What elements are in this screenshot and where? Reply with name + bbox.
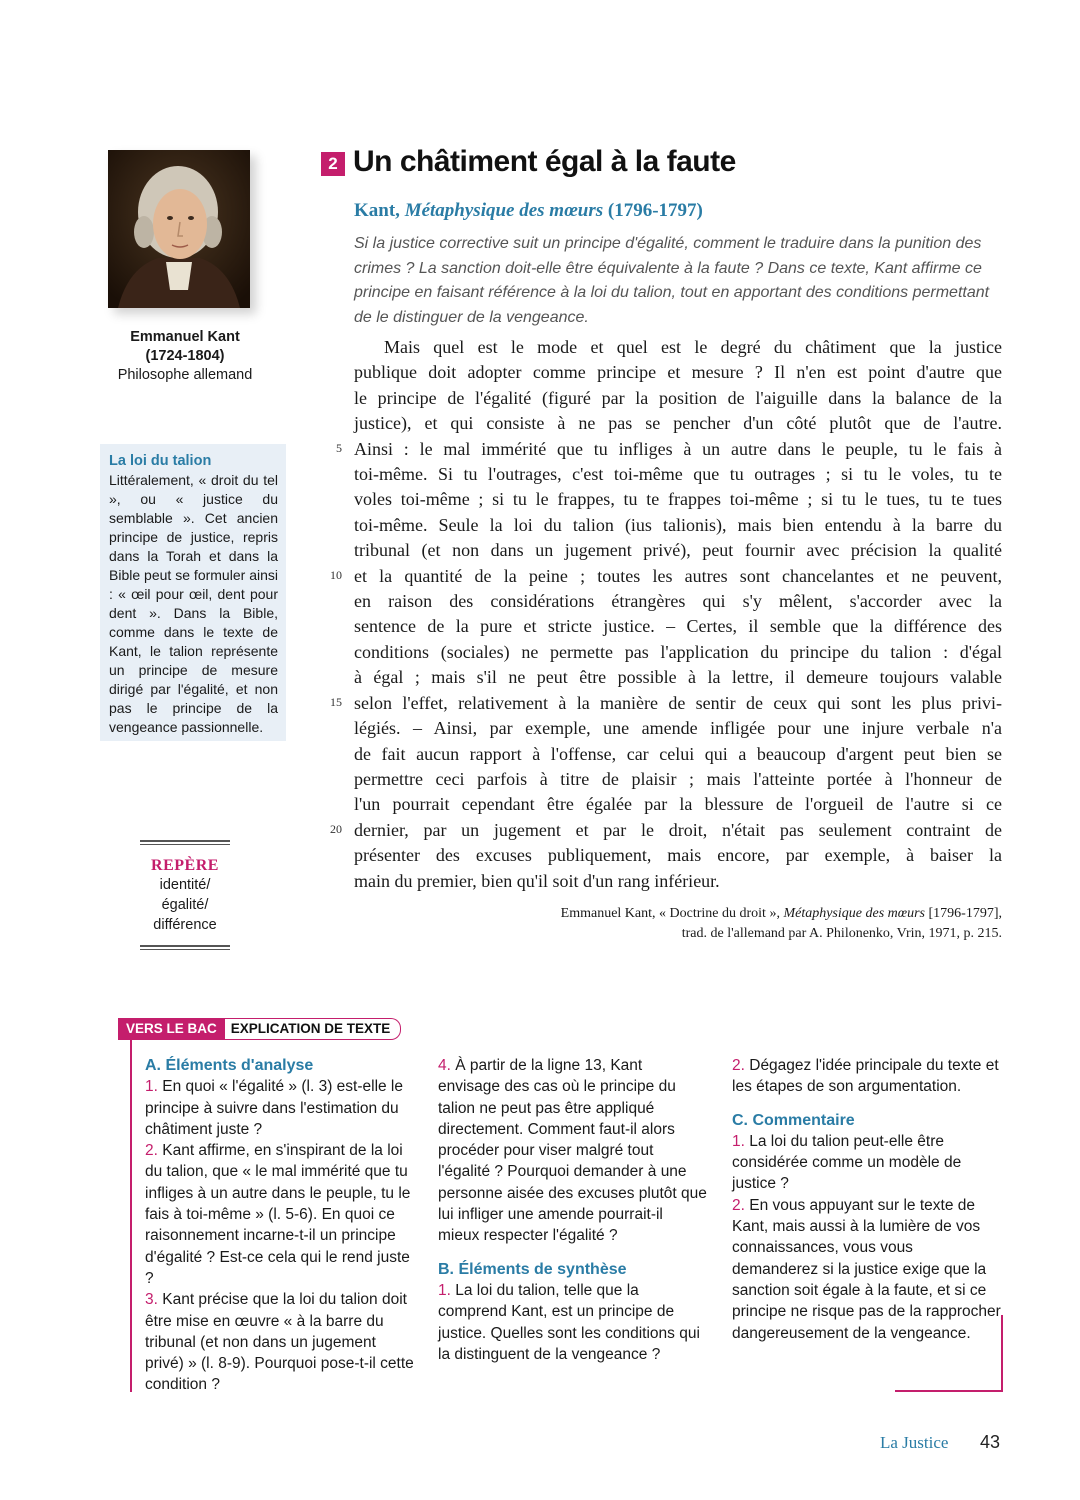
question-text: Dégagez l'idée principale du texte et les étapes de son argumentation. [732,1057,999,1096]
question-a1 [145,1076,415,1140]
kant-text [354,335,1002,894]
bac-left-rule [130,1040,132,1392]
text-line: toi-même. Seule la loi du talion (ius talionis), mais bien entendu à la barre du [354,514,1002,535]
source-author: Emmanuel Kant, « Doctrine du droit », [560,906,784,921]
text-line: de fait aucun rapport à l'offense, car celui qui a beaucoup d'argent peut bien se [354,743,1002,764]
subtitle-work: Métaphysique des mœurs [404,200,604,221]
question-number: 1. [145,1078,158,1096]
text-line: publique doit adopter comme principe et mesure ? Il n'en est point d'autre que [354,362,1002,383]
question-number: 1. [438,1281,451,1299]
source-dates: [1796-1797], [925,906,1002,921]
text-line: et la quantité de la peine ; toutes les autres sont chancelantes et ne peuvent, [354,565,1002,586]
bac-column-1 [145,1055,415,1396]
text-line: tribunal (et non dans un jugement privé), peut fournir avec précision la qualité [354,540,1002,561]
question-a3 [145,1289,415,1395]
intro-paragraph: Si la justice corrective suit un principe d'égalité, comment le traduire dans la punition des crimes ? La sanction doit-elle être équivalente à la faute ? Dans ce texte, Kant affirme ce principe en faisant référence à la loi du talion, tout en apportant des conditions permettant de le distinguer de la vengeance. [354,235,990,326]
chapter-title: La Justice [880,1433,949,1452]
text-line: en raison des considérations étrangères qui s'y mêlent, s'accorder avec la [354,591,1002,612]
text-line: conditions (sociales) ne permette pas l'application du principe du talion : d'égal [354,641,1002,662]
talion-definition-box [100,444,286,741]
repere-label: REPÈRE [151,857,219,874]
text-line: justice), et qui consiste à ne pas se pencher d'un côté plutôt que de l'autre. [354,413,1002,434]
question-text: La loi du talion peut-elle être considérée comme un modèle de justice ? [732,1132,962,1193]
bac-exercise-type: EXPLICATION DE TEXTE [225,1018,402,1040]
page-title: Un châtiment égal à la faute [353,145,736,178]
section-b-title: B. Éléments de synthèse [438,1260,627,1278]
line-number: 15 [330,695,342,709]
text-line: présenter des excuses publiquement, mais encore, par exemple, à baiser la [354,845,1002,866]
question-number: 2. [732,1196,745,1214]
question-number: 4. [438,1057,451,1074]
question-text: À partir de la ligne 13, Kant envisage des cas où le principe du talion ne peut pas être appliqué directement. Comment faut-il alors procéder pour viser malgré tout l'égalité ? Pourquoi demander à une personne aisée des excuses plutôt que lui infliger une amende pourrait-il mieux respecter l'égalité ? [438,1057,707,1245]
text-source-heading [354,200,703,222]
bac-column-3 [732,1055,1002,1344]
bac-column-2 [438,1055,708,1365]
text-line: dernier, par un jugement et par le droit, n'était pas seulement contraint de [354,819,1002,840]
source-work: Métaphysique des mœurs [783,906,925,921]
bac-bottom-rule [895,1390,1003,1392]
source-citation [354,904,1002,944]
subtitle-dates: (1796-1797) [603,200,703,221]
question-a4 [438,1055,708,1247]
text-line: main du premier, bien qu'il soit d'un rang inférieur. [354,870,720,891]
bac-header [118,1018,401,1040]
text-line: permettre ceci parfois à titre de plaisir ; mais l'atteinte portée à l'honneur de [354,768,1002,789]
question-text: En quoi « l'égalité » (l. 3) est-elle le principe à suivre dans l'estimation du châtiment juste ? [145,1078,404,1138]
question-b1 [438,1280,708,1365]
question-number: 2. [732,1057,745,1074]
repere-text: identité/égalité/ différence [153,877,217,933]
section-number: 2 [321,152,345,176]
text-line: légiés. – Ainsi, par exemple, une amende infligée pour une injure verbale n'a [354,718,1002,739]
caption-role: Philosophe allemand [117,367,253,383]
text-line: le principe de l'égalité (figuré par la position de l'aiguille dans la balance de la [354,387,1002,408]
text-line: sentence de la pure et stricte justice. – Certes, il semble que la différence des [354,616,1002,637]
section-c-title: C. Commentaire [732,1111,855,1129]
text-line: l'un pourrait cependant être égalée par la blessure de l'orgueil de l'autre si ce [354,794,1002,815]
question-b2 [732,1055,1002,1098]
question-text: Kant précise que la loi du talion doit être mise en œuvre « à la barre du tribunal (et non dans un jugement privé) » (l. 8-9). Pourquoi pose-t-il cette condition ? [145,1291,414,1394]
question-a2 [145,1140,415,1289]
talion-title: La loi du talion [109,453,212,469]
question-c1 [732,1131,1002,1195]
line-number: 20 [330,822,342,836]
kant-portrait-image [108,150,250,308]
text-line: Mais quel est le mode et quel est le degré du châtiment que la justice [384,337,1002,357]
portrait-caption [100,328,270,385]
caption-dates: (1724-1804) [145,348,225,364]
question-number: 2. [145,1142,158,1160]
page-number: 43 [980,1432,1001,1452]
source-line-1 [354,904,1002,924]
caption-name: Emmanuel Kant [130,329,240,345]
kant-portrait [108,150,250,308]
section-a-title: A. Éléments d'analyse [145,1057,314,1074]
question-text: En vous appuyant sur le texte de Kant, mais aussi à la lumière de vos connaissances, vous vous demanderez si la justice exige que la sanction soit égale à la faute, et si ce principe ne risque pas de la rapprocher dangereusement de la vengeance. [732,1196,1001,1342]
question-text: La loi du talion, telle que la comprend Kant, est un principe de justice. Quelles sont les conditions qui la distinguent de la vengeance ? [438,1281,700,1363]
question-number: 1. [732,1132,745,1150]
repere-top-rule [140,840,230,845]
bac-tag: VERS LE BAC [118,1018,225,1040]
text-line: selon l'effet, relativement à la manière de sentir de ceux qui sont les plus privi- [354,692,1002,713]
text-line: toi-même. Si tu l'outrages, c'est toi-même que tu outrages ; si tu le voles, tu te [354,464,1002,485]
subtitle-author: Kant, [354,200,405,221]
text-line: Ainsi : le mal immérité que tu infliges à un autre dans le peuple, tu le fais à [354,438,1002,459]
question-number: 3. [145,1291,158,1309]
question-c2 [732,1195,1002,1344]
line-number: 5 [336,441,342,455]
text-line: à égal ; mais s'il ne peut être possible à la lettre, il demeure toujours valable [354,667,1002,688]
question-text: Kant affirme, en s'inspirant de la loi du talion, que « le mal immérité que tu infliges à un autre dans le peuple, tu le fais à toi-même » (l. 5-6). En quoi ce raisonnement incarne-t-il un principe d'égalité ? Est-ce cela qui le rend juste ? [145,1142,411,1287]
repere-bottom-rule [140,945,230,950]
source-line-2: trad. de l'allemand par A. Philonenko, Vrin, 1971, p. 215. [681,926,1002,941]
repere-box [140,840,230,950]
talion-body: Littéralement, « droit du tel », ou « justice du semblable ». Cet ancien principe de justice, repris dans la Torah et dans la Bible peut se formuler ainsi : « œil pour œil, dent pour dent ». Dans la Bible, comme dans le texte de Kant, le talion représente un principe de mesure dirigé par l'égalité, et non pas le principe de la vengeance passionnelle. [109,472,278,735]
line-number: 10 [330,568,342,582]
text-line: voles toi-même ; si tu le frappes, tu te frappes toi-même ; si tu le tues, tu te tues [354,489,1002,510]
